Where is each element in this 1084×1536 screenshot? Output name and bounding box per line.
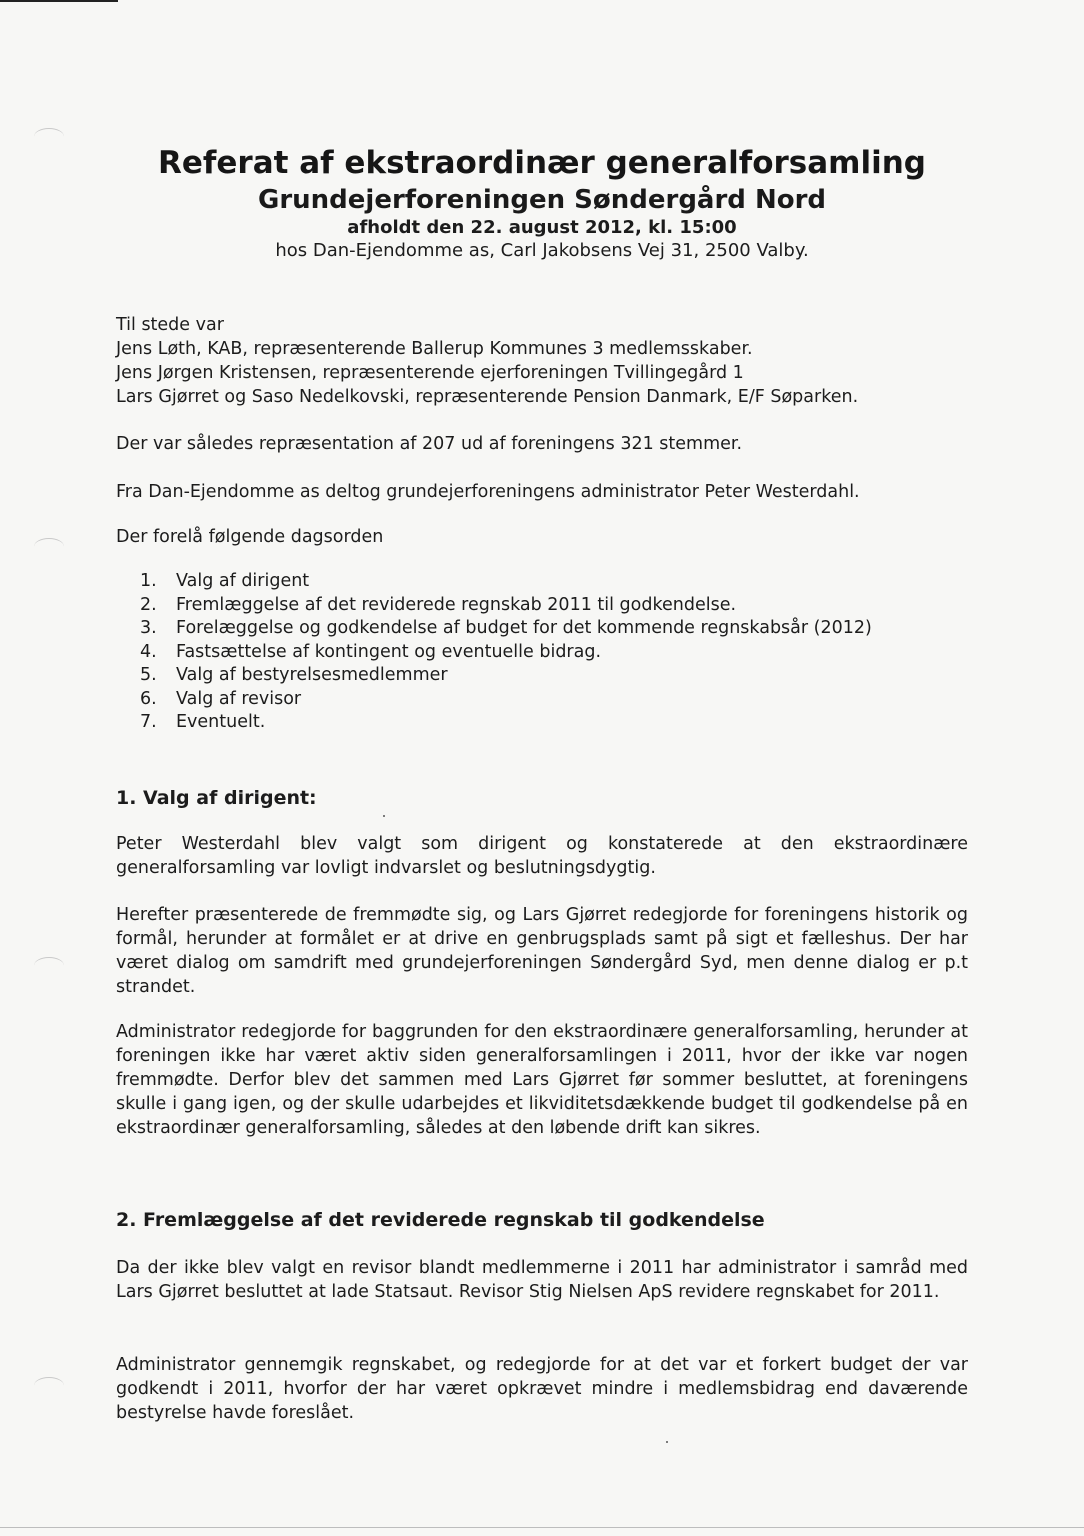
agenda-item-number: 4. <box>140 641 157 662</box>
margin-mark <box>34 538 64 555</box>
agenda-item-number: 3. <box>140 618 157 638</box>
section-2-paragraph <box>116 1353 968 1425</box>
agenda-item-text: Valg af dirigent <box>176 571 310 591</box>
agenda-item <box>140 664 872 688</box>
attendance-intro: Til stede var <box>116 315 224 335</box>
attendee-line: Jens Løth, KAB, repræsenterende Ballerup Kommunes 3 medlemsskaber. <box>116 339 753 359</box>
paragraph-text: Administrator redegjorde for baggrunden for den ekstraordinære generalforsamling, herunder at foreningen ikke har været aktiv siden generalforsamlingen i 2011, hvor der ikke var nogen fremmødte. Derfor blev det sammen med Lars Gjørret før sommer besluttet, at foreningens skulle i gang igen, og der skulle udarbejdes et likviditetsdækkende budget til godkendelse på en ekstraordinær generalforsamling, således at den løbende drift kan sikres. <box>116 1022 968 1138</box>
administrator-text <box>116 480 968 504</box>
agenda-item <box>140 570 872 594</box>
section-heading: 2. Fremlæggelse af det reviderede regnskab til godkendelse <box>116 1209 765 1231</box>
section-1-paragraph <box>116 832 968 880</box>
agenda-item-text: Fastsættelse af kontingent og eventuelle bidrag. <box>176 641 602 662</box>
document-header <box>0 143 1084 263</box>
document-title: Referat af ekstraordinær generalforsamling <box>158 145 926 181</box>
association-name: Grundejerforeningen Søndergård Nord <box>257 185 827 215</box>
attendee-line: Lars Gjørret og Saso Nedelkovski, repræsenterende Pension Danmark, E/F Søparken. <box>116 387 859 407</box>
agenda-item-number: 2. <box>140 594 157 615</box>
paragraph-text: Peter Westerdahl blev valgt som dirigent og konstaterede at den ekstraordinære generalforsamling var lovligt indvarslet og beslutningsdygtig. <box>116 834 968 878</box>
scan-speck <box>666 1441 668 1443</box>
agenda-item-number: 7. <box>140 712 157 732</box>
agenda-item-text: Forelæggelse og godkendelse af budget for det kommende regnskabsår (2012) <box>176 618 872 638</box>
agenda-item <box>140 711 872 735</box>
paragraph-text: Administrator gennemgik regnskabet, og redegjorde for at det var et forkert budget der var godkendt i 2011, hvorfor der har været opkrævet mindre i medlemsbidrag end daværende bestyrelse havde foreslået. <box>116 1355 968 1423</box>
agenda-item <box>140 617 872 641</box>
agenda-item <box>140 594 872 618</box>
agenda-item-text: Eventuelt. <box>176 712 266 732</box>
agenda-intro-block <box>116 525 968 549</box>
margin-mark <box>34 1377 64 1394</box>
scan-bottom-edge <box>0 1527 1084 1528</box>
representation-line: Der var således repræsentation af 207 ud af foreningens 321 stemmer. <box>116 434 743 454</box>
margin-mark <box>34 957 64 974</box>
agenda-item-number: 5. <box>140 665 157 685</box>
meeting-date: afholdt den 22. august 2012, kl. 15:00 <box>347 217 737 238</box>
agenda-item-text: Valg af revisor <box>176 688 302 709</box>
section-1-paragraph <box>116 1020 968 1140</box>
section-1-heading-block <box>116 785 968 811</box>
section-2-heading-block <box>116 1207 968 1233</box>
agenda-item <box>140 688 872 712</box>
agenda-item-number: 6. <box>140 688 157 709</box>
agenda-intro: Der forelå følgende dagsorden <box>116 527 384 547</box>
section-2-paragraph <box>116 1256 968 1304</box>
meeting-address: hos Dan-Ejendomme as, Carl Jakobsens Vej 31, 2500 Valby. <box>275 240 809 261</box>
section-1-paragraph <box>116 903 968 999</box>
agenda-item-text: Fremlæggelse af det reviderede regnskab 2011 til godkendelse. <box>176 594 737 615</box>
attendance-block <box>116 313 968 409</box>
paragraph-text: Da der ikke blev valgt en revisor blandt medlemmerne i 2011 har administrator i samråd med Lars Gjørret besluttet at lade Statsaut. Revisor Stig Nielsen ApS revidere regnskabet for 2011. <box>116 1258 968 1302</box>
agenda-list <box>140 570 872 735</box>
scan-edge-mark <box>0 0 118 2</box>
section-heading: 1. Valg af dirigent: <box>116 787 317 809</box>
agenda-item <box>140 641 872 665</box>
paragraph-text: Herefter præsenterede de fremmødte sig, og Lars Gjørret redegjorde for foreningens historik og formål, herunder at formålet er at drive en genbrugsplads samt på sigt et fælleshus. Der har været dialog om samdrift med grundejerforeningen Søndergård Syd, men denne dialog er p.t strandet. <box>116 905 968 997</box>
scan-speck <box>383 815 385 817</box>
representation-text <box>116 432 968 456</box>
agenda-item-number: 1. <box>140 571 157 591</box>
administrator-line: Fra Dan-Ejendomme as deltog grundejerforeningens administrator Peter Westerdahl. <box>116 482 860 502</box>
agenda-item-text: Valg af bestyrelsesmedlemmer <box>176 665 448 685</box>
attendee-line: Jens Jørgen Kristensen, repræsenterende ejerforeningen Tvillingegård 1 <box>116 363 744 383</box>
